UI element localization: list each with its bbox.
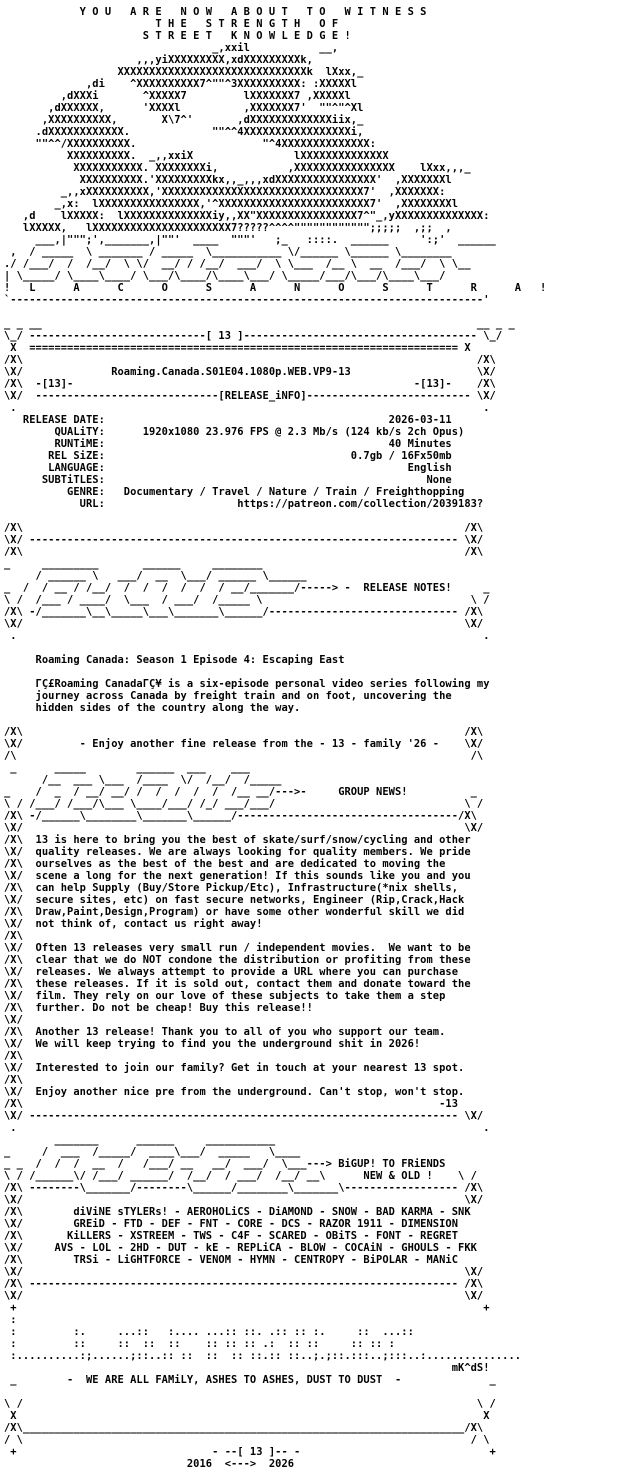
nfo-line: /X\ Draw,Paint,Design,Program) or have some other wonderful skill we did: [4, 906, 465, 918]
nfo-line: . .: [4, 630, 490, 642]
nfo-line: , / _____ \ _______ / _____ \___________ \/______ \______ \________: [4, 246, 452, 258]
nfo-line: \X/ Interested to join our family? Get in touch at your nearest 13 spot.: [4, 1062, 465, 1074]
nfo-line: / \ / \: [4, 1434, 490, 1446]
nfo-line: _ _ __ __ _ _: [4, 318, 515, 330]
nfo-line: : :. ...:: :.... ...:: ::. .:: :: :. :: ...::: [4, 1326, 414, 1338]
nfo-line: hidden sides of the country along the way.: [4, 702, 301, 714]
nfo-line: . .: [4, 402, 490, 414]
nfo-line: _ _ / / / __ / /___/ __ __/ ___/ \___---> BiGUP! TO FRiENDS: [4, 1158, 446, 1170]
nfo-line: \X/ AVS - LOL - 2HD - DUT - kE - REPLiCA - BLOW - COCAiN - GHOULS - FKK: [4, 1242, 477, 1254]
nfo-line: /X\______________________________________________________________________/X\: [4, 1422, 484, 1434]
nfo-line: \X/ Enjoy another nice pre from the underground. Can't stop, won't stop.: [4, 1086, 465, 1098]
nfo-line: /X\ can help Supply (Buy/Store Pickup/Etc), Infrastructure(*nix shells,: [4, 882, 459, 894]
nfo-line: \X/ -----------------------------[RELEASE_iNFO]-------------------------- \X/: [4, 390, 496, 402]
nfo-line: /X\ /X\: [4, 522, 484, 534]
nfo-line: T H E S T R E N G T H O F: [4, 18, 339, 30]
nfo-line: ,XXXXXXXXXX, X\7^' ,dXXXXXXXXXXXXXiix,_: [4, 114, 364, 126]
nfo-line: X ==================================================================== X: [4, 342, 471, 354]
nfo-line: /X\ diViNE sTYLERs! - AEROHOLiCS - DiAMOND - SNOW - BAD KARMA - SNK: [4, 1206, 471, 1218]
nfo-line: RUNTiME: 40 Minutes: [4, 438, 452, 450]
nfo-line: \X/ \X/: [4, 618, 484, 630]
nfo-line: /X\ -------------------------------------------------------------------- /X\: [4, 1278, 484, 1290]
nfo-line: /X\ --------\_______/--------\______/________\_______\------------------ /X\: [4, 1182, 484, 1194]
nfo-line: _ / ___ /_____/ ____\___/ _____ \____: [4, 1146, 301, 1158]
nfo-line: XXXXXXXXXXX. XXXXXXXXi, ,XXXXXXXXXXXXXXXX lXxx,,,_: [4, 162, 471, 174]
nfo-line: _ _________ ______ ________: [4, 558, 263, 570]
nfo-line: SUBTiTLES: None: [4, 474, 452, 486]
nfo-line: \X/ quality releases. We are always looking for quality members. We pride: [4, 846, 471, 858]
nfo-line: 2016 <---> 2026: [4, 1458, 295, 1470]
nfo-line: /X\ KiLLERS - XSTREEM - TWS - C4F - SCARED - OBiTS - FONT - REGRET: [4, 1230, 459, 1242]
nfo-line: XXXXXXXXXX. _,,xxiX lXXXXXXXXXXXXXX: [4, 150, 389, 162]
nfo-line: \X/ Often 13 releases very small run / independent movies. We want to be: [4, 942, 471, 954]
nfo-line: X X: [4, 1410, 490, 1422]
nfo-line: \X/: [4, 1014, 23, 1026]
nfo-line: \X/ -------------------------------------------------------------------- \X/: [4, 1110, 484, 1122]
nfo-line: /X\ TRSi - LiGHTFORCE - VENOM - HYMN - CENTROPY - BiPOLAR - MANiC: [4, 1254, 459, 1266]
nfo-line: \X/ We will keep trying to find you the underground shit in 2026!: [4, 1038, 421, 1050]
nfo-line: XXXXXXXXXXXXXXXXXXXXXXXXXXXXXXk lXxx,_: [4, 66, 364, 78]
nfo-line: /X\ /X\: [4, 354, 496, 366]
nfo-line: LANGUAGE: English: [4, 462, 452, 474]
nfo-line: ,d lXXXXX: lXXXXXXXXXXXXXXiy,,XX"XXXXXXXXXXXXXXXX7^"_,yXXXXXXXXXXXXXX:: [4, 210, 490, 222]
nfo-line: _,xxil __,: [4, 42, 339, 54]
nfo-line: /X\ -/_______\__\_____\___\_______\______/------------------------------ /X\: [4, 606, 484, 618]
nfo-line: /X\: [4, 1050, 23, 1062]
nfo-line: /X\ -[13]- -[13]- /X\: [4, 378, 496, 390]
nfo-line: GENRE: Documentary / Travel / Nature / Train / Freighthopping: [4, 486, 465, 498]
nfo-line: \X/ \X/: [4, 1290, 484, 1302]
nfo-line: S T R E E T K N O W L E D G E !: [4, 30, 351, 42]
nfo-line: _ / / __ / /__/ / / / / / / __/_______/-----> - RELEASE NOTES! _: [4, 582, 490, 594]
nfo-line: /X\: [4, 1074, 23, 1086]
nfo-line: \_/ ----------------------------[ 13 ]------------------------------------- \_/: [4, 330, 503, 342]
nfo-line: \X/ not think of, contact us right away!: [4, 918, 263, 930]
nfo-line: /\ /\: [4, 750, 484, 762]
nfo-line: Roaming Canada: Season 1 Episode 4: Escaping East: [4, 654, 345, 666]
nfo-line: lXXXXX, lXXXXXXXXXXXXXXXXXXXXXX7?????^^^^"""""""""""";;;;; ,;; ,: [4, 222, 452, 234]
nfo-line: _______ ______ ___________: [4, 1134, 276, 1146]
nfo-line: .dXXXXXXXXXXXX. ""^^4XXXXXXXXXXXXXXXXXi,: [4, 126, 364, 138]
nfo-line: \X/ scene a long for the next generation! If this sounds like you and you: [4, 870, 471, 882]
nfo-line: REL SiZE: 0.7gb / 16Fx50mb: [4, 450, 452, 462]
nfo-line: `---------------------------------------------------------------------------': [4, 294, 490, 306]
nfo-line: _ _____ ______ ___ ___: [4, 762, 250, 774]
nfo-line: \X/ - Enjoy another fine release from the - 13 - family '26 - \X/: [4, 738, 484, 750]
nfo-line: /X\ 13 is here to bring you the best of skate/surf/snow/cycling and other: [4, 834, 471, 846]
nfo-line: _,x: lXXXXXXXXXXXXXXXX,'^XXXXXXXXXXXXXXXXXXXXXXXX7' ,XXXXXXXXl: [4, 198, 459, 210]
nfo-line: /X\ /X\: [4, 546, 484, 558]
nfo-line: \ / /______\/ /___/ ______/ /__/ / ___/ /__/ __\ NEW & OLD ! \ /: [4, 1170, 477, 1182]
nfo-line: \X/ \X/: [4, 822, 484, 834]
nfo-line: \X/ \X/: [4, 1266, 484, 1278]
nfo-line: ,,,yiXXXXXXXXX,xdXXXXXXXXXk,: [4, 54, 313, 66]
nfo-line: . .: [4, 1122, 490, 1134]
nfo-line: \X/ -------------------------------------------------------------------- \X/: [4, 534, 484, 546]
nfo-line: _ - WE ARE ALL FAMiLY, ASHES TO ASHES, DUST TO DUST - _: [4, 1374, 496, 1386]
nfo-line: \ / \ /: [4, 1398, 496, 1410]
nfo-line: ,dXXXXXX, 'XXXXl ,XXXXXXX7' ""^"^Xl: [4, 102, 364, 114]
nfo-line: :: [4, 1314, 17, 1326]
nfo-line: + +: [4, 1302, 490, 1314]
nfo-line: ,di ^XXXXXXXXXX7^""^3XXXXXXXXXX: :XXXXXl: [4, 78, 358, 90]
nfo-line: /X\ /X\: [4, 726, 484, 738]
nfo-line: QUALiTY: 1920x1080 23.976 FPS @ 2.3 Mb/s (124 kb/s 2ch Opus): [4, 426, 465, 438]
nfo-line: XXXXXXXXXX.'XXXXXXXXXkx,,_,,,xdXXXXXXXXXXXXXXXX' ,XXXXXXXl: [4, 174, 452, 186]
nfo-line: ./ /___/ / /__/ \ \/ __/ / /__/ ___/ \ \___ /__ \ __ /___/ \ \__: [4, 258, 471, 270]
nfo-line: \ / /___/ /___/\___ \____/___/ /_/ ___/___/ \ /: [4, 798, 484, 810]
nfo-line: \X/ releases. We always attempt to provide a URL where you can purchase: [4, 966, 459, 978]
nfo-line: RELEASE DATE: 2026-03-11: [4, 414, 452, 426]
nfo-line: /X\ further. Do not be cheap! Buy this release!!: [4, 1002, 313, 1014]
nfo-line: _ / _ / __/ __/ / / / / / /__ __/--->- GROUP NEWS! _: [4, 786, 477, 798]
nfo-line: ,dXXXi ^XXXXX7 lXXXXXXX7 ,XXXXXl: [4, 90, 351, 102]
nfo-line: /X\: [4, 930, 23, 942]
nfo-line: : :: :: :: :: :: :: :: .: :: :: :: :: :: [4, 1338, 395, 1350]
nfo-line: \X/ \X/: [4, 1194, 484, 1206]
nfo-line: /X\ clear that we do NOT condone the distribution or profiting from these: [4, 954, 471, 966]
nfo-line: \X/ GREiD - FTD - DEF - FNT - CORE - DCS - RAZOR 1911 - DIMENSION: [4, 1218, 459, 1230]
nfo-line: ___,|""";',_______,|""' ____ """' ;_ ::::. ______ ':;' ______: [4, 234, 496, 246]
nfo-line: /X\ -13: [4, 1098, 459, 1110]
nfo-line: mK^dS!: [4, 1362, 490, 1374]
nfo-line: \X/ secure sites, etc) on fast secure networks, Engineer (Rip,Crack,Hack: [4, 894, 465, 906]
nfo-line: URL: https://patreon.com/collection/2039183?: [4, 498, 484, 510]
nfo-line: ! L A C O S A N O S T R A !: [4, 282, 547, 294]
nfo-line: | \_____/ \____\____/ \___/\____/\____\___/ \_____/___/\___/\____\___/: [4, 270, 446, 282]
nfo-line: /X\ Another 13 release! Thank you to all of you who support our team.: [4, 1026, 446, 1038]
nfo-line: /X\ -/______\________\_______\______/-----------------------------------/X\: [4, 810, 477, 822]
nfo-line: /X\ these releases. If it is sold out, contact them and donate toward the: [4, 978, 471, 990]
nfo-line: Y O U A R E N O W A B O U T T O W I T N E S S: [4, 6, 427, 18]
nfo-line: ΓÇ£Roaming CanadaΓÇ¥ is a six-episode personal video series following my: [4, 678, 490, 690]
nfo-line: \X/ Roaming.Canada.S01E04.1080p.WEB.VP9-13 \X/: [4, 366, 496, 378]
nfo-line: journey across Canada by freight train and on foot, uncovering the: [4, 690, 452, 702]
nfo-line: /__ ___ \___ /____ \/ /__/ /_____: [4, 774, 282, 786]
nfo-line: \X/ film. They rely on our love of these subjects to take them a step: [4, 990, 446, 1002]
nfo-line: _,,xXXXXXXXXXX,'XXXXXXXXXXXXXXXXXXXXXXXXXXXXXXXX7' ,XXXXXXX:: [4, 186, 446, 198]
nfo-line: ""^^/XXXXXXXXXX. "^4XXXXXXXXXXXXXX:: [4, 138, 377, 150]
nfo-line: /X\ ourselves as the best of the best and are dedicated to moving the: [4, 858, 446, 870]
nfo-line: / ______ \ ___/ __ \___/ ______ \______: [4, 570, 307, 582]
nfo-line: \ / /___ / ____/ \___ / ___/ /_____ \ \ /: [4, 594, 490, 606]
nfo-line: + - --[ 13 ]-- - +: [4, 1446, 496, 1458]
nfo-line: :..........:;......;::..:: :: :: :: ::.:: ::..;.;::.:::..;:::..:...............: [4, 1350, 522, 1362]
